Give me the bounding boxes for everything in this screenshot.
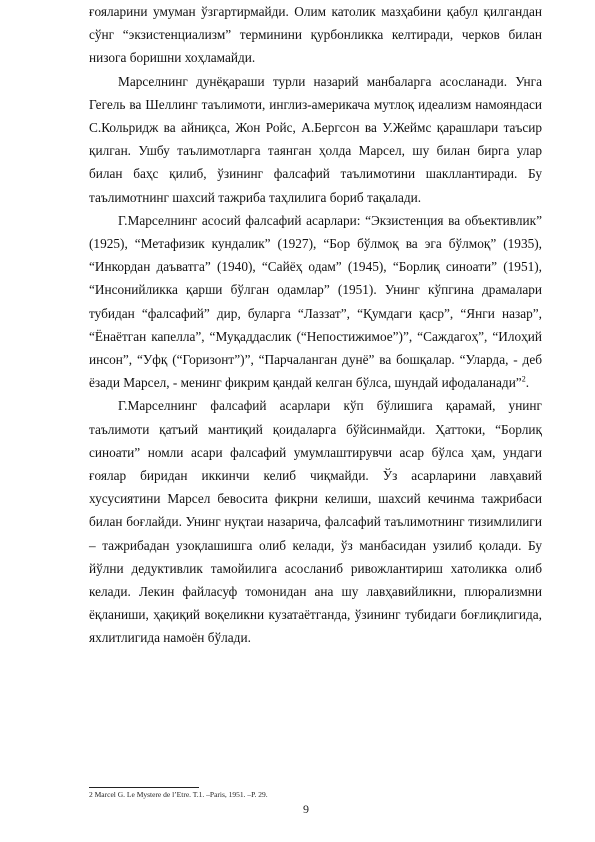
footnote-divider xyxy=(89,787,199,788)
paragraph: Г.Марселнинг фалсафий асарлари кўп бўлишига қарамай, унинг таълимоти қатъий мантиқий қоидаларга бўйсинмайди. Ҳаттоки, “Борлиқ синоати” номли асари фалсафий умумлаштирувчи асар бўлса ҳам, ундаги ғоялар биридан иккинчи келиб чиқмайди. Ўз асарларини лавҳавий хусусиятини Марсел бевосита фикрни келиши, шахсий кечинма тажрибаси билан боғлайди. Унинг нуқтаи назарича, фалсафий таълимотнинг тизимлилиги – тажрибадан узоқлашишга олиб келади, ўз манбасидан узилиб қолади. Бу йўлни дедуктивлик тамойилига асосланиб ривожлантириш хатоликка олиб келади. Лекин файласуф томонидан ана шу лавҳавийликни, плюрализмни ёқланиши, ҳақиқий воқеликни кузатаётганда, ўзининг тубидаги боғлиқлигида, яхлитлигида намоён бўлади. xyxy=(89,398,542,646)
paragraph: ғояларини умуман ўзгартирмайди. Олим католик мазҳабини қабул қилгандан сўнг “экзистенциализм” терминини қурбонликка келтиради, черков билан низога боришни хоҳламайди. xyxy=(89,4,542,66)
footnote: 2 Marcel G. Le Mystere de l’Etre. T.1. –Paris, 1951. –P. 29. xyxy=(89,790,268,799)
body-text xyxy=(89,0,542,650)
paragraph-text: Г.Марселнинг асосий фалсафий асарлари: “Экзистенция ва объективлик” (1925), “Метафизик кундалик” (1927), “Бор бўлмоқ ва эга бўлмоқ” (1935), “Инкордан даъватга” (1940), “Сайёҳ одам” (1945), “Борлиқ синоати” (1951), “Инсонийликка қарши бўлган одамлар” (1951). Унинг кўпгина драмалари тубидан “фалсафий” дир, буларга “Лаззат”, “Қумдаги қаср”, “Янги назар”, “Ёнаётган капелла”, “Муқаддаслик (“Непостижимое”)”, “Саждагоҳ”, “Илоҳий инсон”, “Уфқ (“Горизонт”)”, “Парчаланган дунё” ва бошқалар. “Уларда, - деб ёзади Марсел, - менинг фикрим қандай келган бўлса, шундай ифодаланади” xyxy=(89,212,542,391)
paragraph: Марселнинг дунёқараши турли назарий манбаларга асосланади. Унга Гегель ва Шеллинг таълимоти, инглиз-америкача мутлоқ идеализм намояндаси С.Кольридж ва айниқса, Жон Ройс, А.Бергсон ва У.Жеймс қарашлари таъсир қилган. Ушбу таълимотларга таянган ҳолда Марсел, шу билан бирга улар билан баҳс қилиб, ўзининг фалсафий таълимотини шакллантиради. Бу таълимотнинг шахсий тажриба таҳлилига бориб тақалади. xyxy=(89,73,542,205)
paragraph-with-footnote xyxy=(89,209,542,395)
paragraph-end-punct: . xyxy=(525,375,530,391)
page-number: 9 xyxy=(303,802,309,816)
footnote-reference[interactable]: 2 xyxy=(521,374,526,384)
